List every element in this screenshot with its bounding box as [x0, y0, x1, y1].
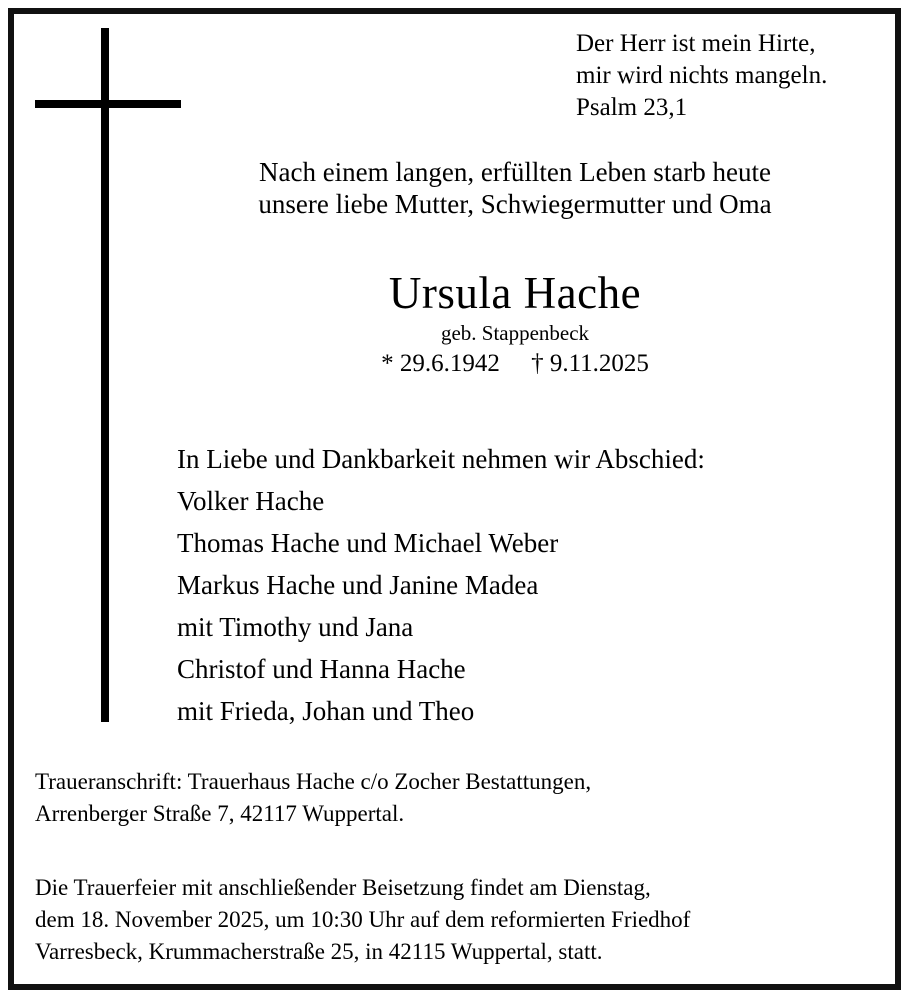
mourner-line-2: Thomas Hache und Michael Weber — [177, 528, 559, 558]
intro-line-2: unsere liebe Mutter, Schwiegermutter und Oma — [258, 189, 772, 219]
deceased-block — [140, 268, 890, 379]
scripture-line-2: mir wird nichts mangeln. — [576, 62, 828, 89]
frame-border-bottom — [8, 984, 901, 990]
scripture-quote — [576, 28, 886, 124]
frame-border-top — [8, 8, 901, 14]
mourner-line-3: Markus Hache und Janine Madea — [177, 570, 539, 600]
mourners-heading: In Liebe und Dankbarkeit nehmen wir Abschied: — [177, 444, 705, 474]
mourners-block — [177, 438, 877, 732]
mourner-line-4: mit Timothy und Jana — [177, 612, 414, 642]
funeral-service-block — [35, 872, 890, 968]
mourner-line-5: Christof und Hanna Hache — [177, 654, 466, 684]
condolence-address-line-1: Traueranschrift: Trauerhaus Hache c/o Zocher Bestattungen, — [35, 769, 592, 794]
scripture-line-1: Der Herr ist mein Hirte, — [576, 30, 816, 57]
deceased-maiden-name: geb. Stappenbeck — [440, 321, 590, 345]
frame-border-left — [8, 8, 14, 990]
cross-icon-vertical-bar — [101, 28, 109, 722]
condolence-address-line-2: Arrenberger Straße 7, 42117 Wuppertal. — [35, 801, 405, 826]
cross-icon-horizontal-bar — [35, 100, 181, 108]
mourner-line-1: Volker Hache — [177, 486, 325, 516]
condolence-address-block — [35, 766, 885, 830]
intro-text — [140, 156, 890, 220]
mourner-line-6: mit Frieda, Johan und Theo — [177, 696, 475, 726]
funeral-service-line-1: Die Trauerfeier mit anschließender Beisetzung findet am Dienstag, — [35, 875, 651, 900]
funeral-service-line-3: Varresbeck, Krummacherstraße 25, in 42115 Wuppertal, statt. — [35, 939, 603, 964]
funeral-service-line-2: dem 18. November 2025, um 10:30 Uhr auf dem reformierten Friedhof — [35, 907, 691, 932]
deceased-life-dates: * 29.6.1942 † 9.11.2025 — [381, 350, 649, 377]
scripture-reference: Psalm 23,1 — [576, 94, 688, 121]
intro-line-1: Nach einem langen, erfüllten Leben starb heute — [258, 157, 772, 187]
deceased-name: Ursula Hache — [388, 268, 642, 318]
frame-border-right — [895, 8, 901, 990]
